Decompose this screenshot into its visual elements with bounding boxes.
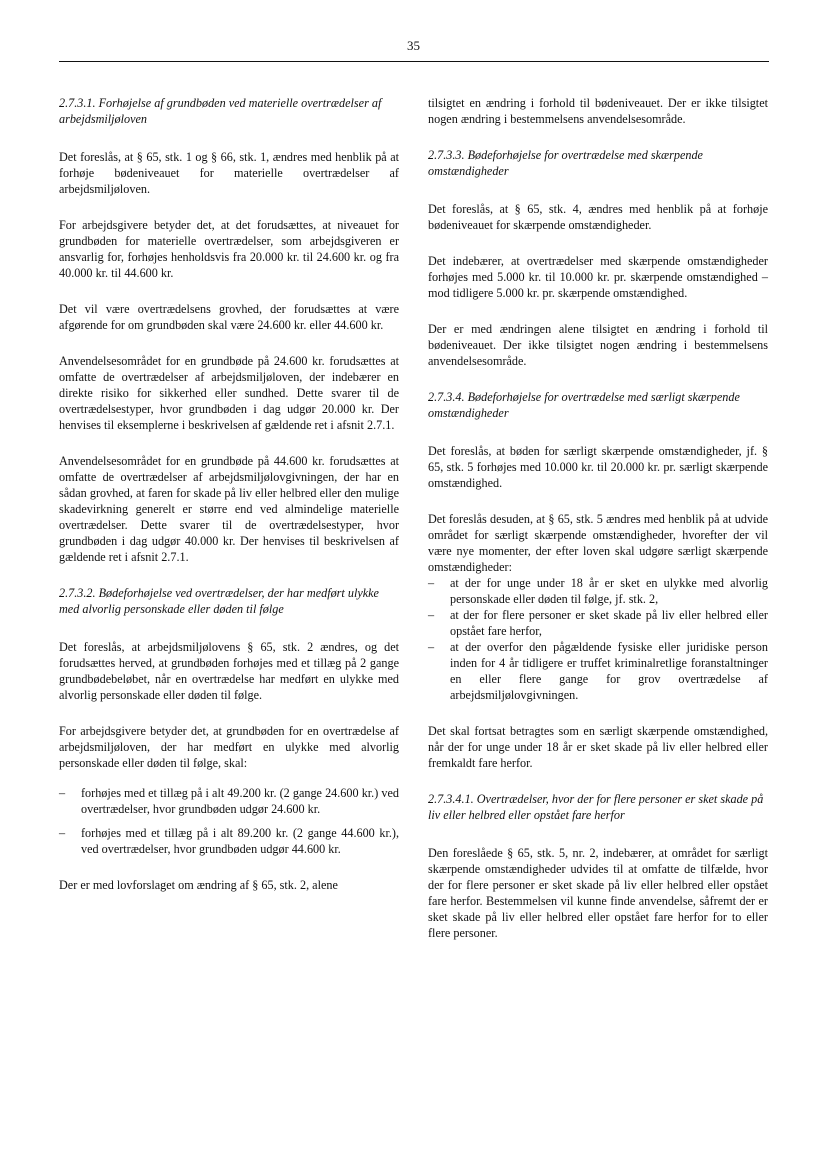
bullet-dash: –: [428, 608, 435, 622]
paragraph: Anvendelsesområdet for en grundbøde på 24.600 kr. forudsættes at omfatte de overtrædelser af arbejdsmiljøloven, der indebærer en direkte risiko for sikkerhed eller sundhed. Dette svarer til de overtrædelsestyper, hvor grundbøden i dag udgør 20.000 kr. Der henvises til eksemplerne i beskrivelsen af gældende ret i afsnit 2.7.1.: [59, 354, 399, 432]
left-column: [59, 95, 399, 913]
list-item: – at der overfor den pågældende fysiske eller juridiske person inden for 4 år tidligere er truffet kriminalretlige foranstaltninger en eller flere gange for grov overtrædelse af arbejdsmiljølovgivningen.: [428, 640, 768, 702]
paragraph: Det foreslås desuden, at § 65, stk. 5 ændres med henblik på at udvide området for særligt skærpende omstændigheder, hvorefter der vil være nye momenter, der efter loven skal udgøre særligt skærpende omstændigheder:: [428, 512, 768, 574]
paragraph: Det foreslås, at bøden for særligt skærpende omstændigheder, jf. § 65, stk. 5 forhøjes med 10.000 kr. til 20.000 kr. pr. særligt skærpende omstændighed.: [428, 444, 768, 490]
bullet-dash: –: [428, 640, 435, 654]
section-heading-2-7-3-2: 2.7.3.2. Bødeforhøjelse ved overtrædelser, der har medført ulykke med alvorlig personskade eller døden til følge: [59, 586, 379, 616]
header-rule: [59, 61, 769, 62]
paragraph: tilsigtet en ændring i forhold til bødeniveauet. Der er ikke tilsigtet nogen ændring i bestemmelsens anvendelsesområde.: [428, 96, 768, 126]
section-heading-2-7-3-1: 2.7.3.1. Forhøjelse af grundbøden ved materielle overtrædelser af arbejdsmiljøloven: [59, 96, 382, 126]
list-item: – forhøjes med et tillæg på i alt 49.200 kr. (2 gange 24.600 kr.) ved overtrædelser, hvor grundbøden udgør 24.600 kr.: [59, 786, 399, 816]
bullet-dash: –: [59, 826, 66, 840]
page-number: 35: [407, 38, 420, 53]
paragraph: Det skal fortsat betragtes som en særligt skærpende omstændighed, når der for unge under 18 år er sket skade på liv eller helbred eller fremkaldt fare herfor.: [428, 724, 768, 770]
paragraph: Anvendelsesområdet for en grundbøde på 44.600 kr. forudsættes at omfatte de overtrædelser af arbejdsmiljølovgivningen, der har en sådan grovhed, at faren for skade på liv eller helbred eller den mulige skadevirkning generelt er større end ved almindelige materielle overtrædelser. Dette svarer til de overtrædelsestyper, hvor grundbøden i dag udgør 40.000 kr. Der henvises til beskrivelsen af gældende ret i afsnit 2.7.1.: [59, 454, 399, 564]
paragraph: For arbejdsgivere betyder det, at det forudsættes, at niveauet for grundbøden for materielle overtrædelser, som arbejdsgiveren er ansvarlig for, forhøjes henholdsvis fra 20.000 kr. til 24.600 kr. og fra 40.000 kr. til 44.600 kr.: [59, 218, 399, 280]
right-column: [428, 95, 768, 961]
paragraph: Det foreslås, at arbejdsmiljølovens § 65, stk. 2 ændres, og det forudsættes herved, at grundbøden forhøjes med et tillæg på 2 gange grundbødebeløbet, når en overtrædelse har medført en ulykke med alvorlig personskade eller døden til følge.: [59, 640, 399, 702]
section-heading-2-7-3-4: 2.7.3.4. Bødeforhøjelse for overtrædelse med særligt skærpende omstændigheder: [428, 390, 740, 420]
paragraph: Den foreslåede § 65, stk. 5, nr. 2, indebærer, at området for særligt skærpende omstændigheder udvides til at omfatte de tilfælde, hvor der for flere personer er sket skade på liv eller helbred eller opstået fare herfor. Bestemmelsen vil kunne finde anvendelse, såfremt der er sket skade på liv eller helbred eller opstået fare herfor for to eller flere personer.: [428, 846, 768, 940]
list-item: – forhøjes med et tillæg på i alt 89.200 kr. (2 gange 44.600 kr.), ved overtrædelser, hvor grundbøden udgør 44.600 kr.: [59, 826, 399, 856]
bullet-list: [59, 785, 399, 857]
paragraph: Det vil være overtrædelsens grovhed, der forudsættes at være afgørende for om grundbøden skal være 24.600 kr. eller 44.600 kr.: [59, 302, 399, 332]
paragraph: Der er med lovforslaget om ændring af § 65, stk. 2, alene: [59, 878, 338, 892]
list-item: – at der for flere personer er sket skade på liv eller helbred eller opstået fare herfor,: [428, 608, 768, 638]
paragraph: Det foreslås, at § 65, stk. 1 og § 66, stk. 1, ændres med henblik på at forhøje bødeniveauet for materielle overtrædelser af arbejdsmiljøloven.: [59, 150, 399, 196]
bullet-dash: –: [428, 576, 435, 590]
bullet-dash: –: [59, 786, 66, 800]
paragraph: Der er med ændringen alene tilsigtet en ændring i forhold til bødeniveauet. Der ikke tilsigtet nogen ændring i bestemmelsens anvendelsesområde.: [428, 322, 768, 368]
section-heading-2-7-3-4-1: 2.7.3.4.1. Overtrædelser, hvor der for flere personer er sket skade på liv eller helbred eller opstået fare herfor: [428, 792, 764, 822]
paragraph: Det foreslås, at § 65, stk. 4, ændres med henblik på at forhøje bødeniveauet for skærpende omstændigheder.: [428, 202, 768, 232]
bullet-list: [428, 575, 768, 703]
paragraph: For arbejdsgivere betyder det, at grundbøden for en overtrædelse af arbejdsmiljøloven, der har medført en ulykke med alvorlig personskade eller døden til følge, skal:: [59, 724, 399, 770]
section-heading-2-7-3-3: 2.7.3.3. Bødeforhøjelse for overtrædelse med skærpende omstændigheder: [428, 148, 703, 178]
list-item: – at der for unge under 18 år er sket en ulykke med alvorlig personskade eller døden til følge, jf. stk. 2,: [428, 576, 768, 606]
paragraph: Det indebærer, at overtrædelser med skærpende omstændigheder forhøjes med 5.000 kr. til 10.000 kr. pr. skærpende omstændighed – mod tidligere 5.000 kr. pr. skærpende omstændighed.: [428, 254, 768, 300]
